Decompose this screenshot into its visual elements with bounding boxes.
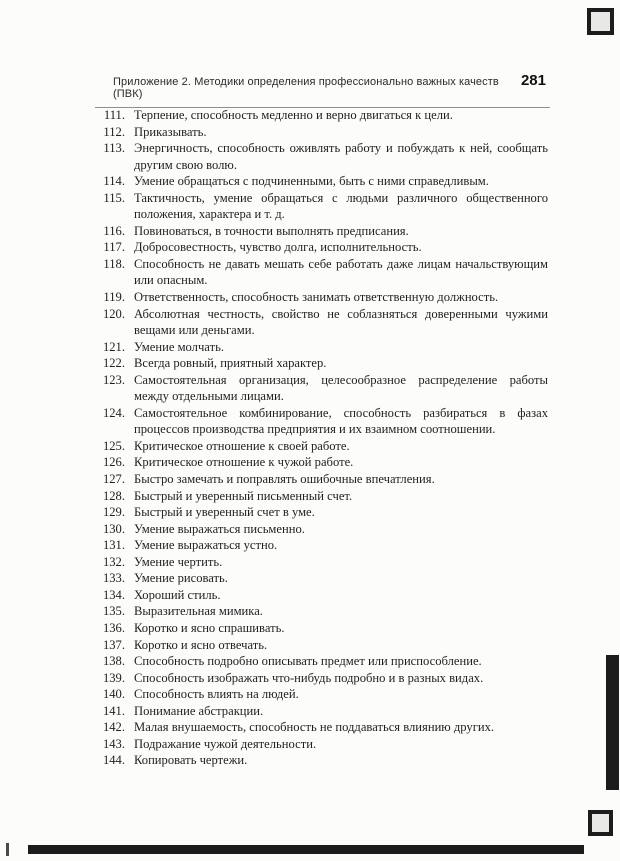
item-text: Понимание абстракции. [134, 703, 264, 718]
item-text: Умение чертить. [134, 554, 223, 569]
list-item [95, 752, 548, 769]
scan-mark-bar-right [606, 655, 619, 790]
item-text: Копировать чертежи. [134, 753, 248, 768]
list-item [95, 719, 548, 736]
item-text: Умение выражаться устно. [134, 538, 278, 553]
list-item [95, 554, 548, 571]
item-text: Ответственность, способность занимать ответственную должность. [134, 290, 499, 305]
item-text: Выразительная мимика. [134, 604, 263, 619]
item-number: 112. [103, 124, 125, 139]
list-item [95, 140, 548, 173]
item-text: Способность влиять на людей. [134, 687, 299, 702]
item-number: 140. [102, 687, 125, 702]
list-item [95, 239, 548, 256]
scan-mark-bar-bottom [28, 845, 584, 854]
item-number: 124. [102, 405, 125, 420]
item-number: 144. [102, 753, 125, 768]
list-item [95, 289, 548, 306]
quality-list [95, 107, 548, 769]
item-text: Умение молчать. [134, 339, 224, 354]
item-text: Способность подробно описывать предмет или приспособление. [134, 654, 482, 669]
item-number: 129. [102, 505, 125, 520]
item-number: 125. [102, 438, 125, 453]
list-item [95, 570, 548, 587]
list-item [95, 603, 548, 620]
list-item [95, 686, 548, 703]
list-item [95, 537, 548, 554]
item-number: 138. [102, 654, 125, 669]
item-number: 117. [103, 240, 125, 255]
item-number: 113. [103, 141, 125, 156]
list-item [95, 653, 548, 670]
list-item [95, 372, 548, 405]
item-text: Приказывать. [134, 124, 207, 139]
item-number: 134. [102, 587, 125, 602]
item-text: Абсолютная честность, свойство не соблазняться доверенными чужими вещами или деньгами. [134, 306, 548, 338]
item-number: 126. [102, 455, 125, 470]
list-item [95, 190, 548, 223]
item-number: 116. [103, 223, 125, 238]
list-item [95, 620, 548, 637]
item-text: Повиноваться, в точности выполнять предписания. [134, 223, 409, 238]
item-text: Критическое отношение к своей работе. [134, 438, 350, 453]
item-text: Добросовестность, чувство долга, исполнительность. [134, 240, 422, 255]
list-item [95, 504, 548, 521]
item-text: Энергичность, способность оживлять работу и побуждать к ней, сообщать другим свою волю. [134, 141, 548, 172]
item-text: Самостоятельная организация, целесообразное распределение работы между отдельными лицами. [134, 372, 548, 404]
item-text: Умение выражаться письменно. [134, 521, 305, 536]
list-item [95, 256, 548, 289]
item-number: 135. [102, 604, 125, 619]
list-item [95, 405, 548, 438]
list-item [95, 471, 548, 488]
item-number: 127. [102, 472, 125, 487]
item-text: Быстрый и уверенный письменный счет. [134, 488, 353, 503]
item-number: 111. [103, 108, 125, 122]
item-text: Подражание чужой деятельности. [134, 736, 317, 751]
item-text: Умение рисовать. [134, 571, 228, 586]
item-number: 119. [103, 290, 125, 305]
item-text: Способность не давать мешать себе работать даже лицам начальствующим или опасным. [134, 256, 548, 288]
item-number: 121. [102, 339, 125, 354]
item-text: Коротко и ясно отвечать. [134, 637, 268, 652]
item-number: 130. [102, 521, 125, 536]
item-number: 120. [102, 306, 125, 321]
item-number: 115. [103, 190, 125, 205]
item-number: 136. [102, 620, 125, 635]
item-text: Всегда ровный, приятный характер. [134, 356, 327, 371]
page-number: 281 [520, 72, 546, 89]
list-item [95, 173, 548, 190]
item-number: 114. [103, 174, 125, 189]
list-item [95, 223, 548, 240]
item-text: Самостоятельное комбинирование, способность разбираться в фазах процессов производства предприятия и их взаимном соотношении. [134, 405, 548, 437]
item-number: 139. [102, 670, 125, 685]
list-item [95, 355, 548, 372]
list-item [95, 703, 548, 720]
item-text: Тактичность, умение обращаться с людьми различного общественного положения, характера и т. д. [134, 190, 548, 222]
item-number: 141. [102, 703, 125, 718]
list-item [95, 454, 548, 471]
header-title: Приложение 2. Методики определения профессионально важных качеств (ПВК) [113, 76, 499, 100]
list-item [95, 107, 548, 124]
list-item [95, 521, 548, 538]
item-number: 131. [102, 538, 125, 553]
scan-mark-tick-left [6, 843, 9, 856]
scan-mark-square-bottom [588, 810, 613, 836]
item-number: 132. [102, 554, 125, 569]
item-text: Коротко и ясно спрашивать. [134, 620, 285, 635]
item-number: 142. [102, 720, 125, 735]
item-number: 133. [102, 571, 125, 586]
list-item [95, 587, 548, 604]
list-item [95, 670, 548, 687]
item-number: 122. [102, 356, 125, 371]
list-item [95, 637, 548, 654]
item-text: Малая внушаемость, способность не поддаваться влиянию других. [134, 720, 495, 735]
item-text: Терпение, способность медленно и верно двигаться к цели. [134, 108, 453, 122]
list-item [95, 306, 548, 339]
running-header [95, 72, 550, 108]
list-item [95, 339, 548, 356]
item-number: 128. [102, 488, 125, 503]
list-item [95, 736, 548, 753]
scan-mark-square-top [587, 8, 614, 35]
item-text: Способность изображать что-нибудь подробно и в разных видах. [134, 670, 484, 685]
list-item [95, 488, 548, 505]
item-text: Быстро замечать и поправлять ошибочные впечатления. [134, 472, 435, 487]
item-text: Критическое отношение к чужой работе. [134, 455, 354, 470]
item-text: Быстрый и уверенный счет в уме. [134, 505, 315, 520]
list-item [95, 124, 548, 141]
item-number: 123. [102, 372, 125, 387]
item-number: 143. [102, 736, 125, 751]
list-item [95, 438, 548, 455]
item-text: Умение обращаться с подчиненными, быть с ними справедливым. [134, 174, 489, 189]
item-text: Хороший стиль. [134, 587, 221, 602]
item-number: 137. [102, 637, 125, 652]
item-number: 118. [103, 256, 125, 271]
